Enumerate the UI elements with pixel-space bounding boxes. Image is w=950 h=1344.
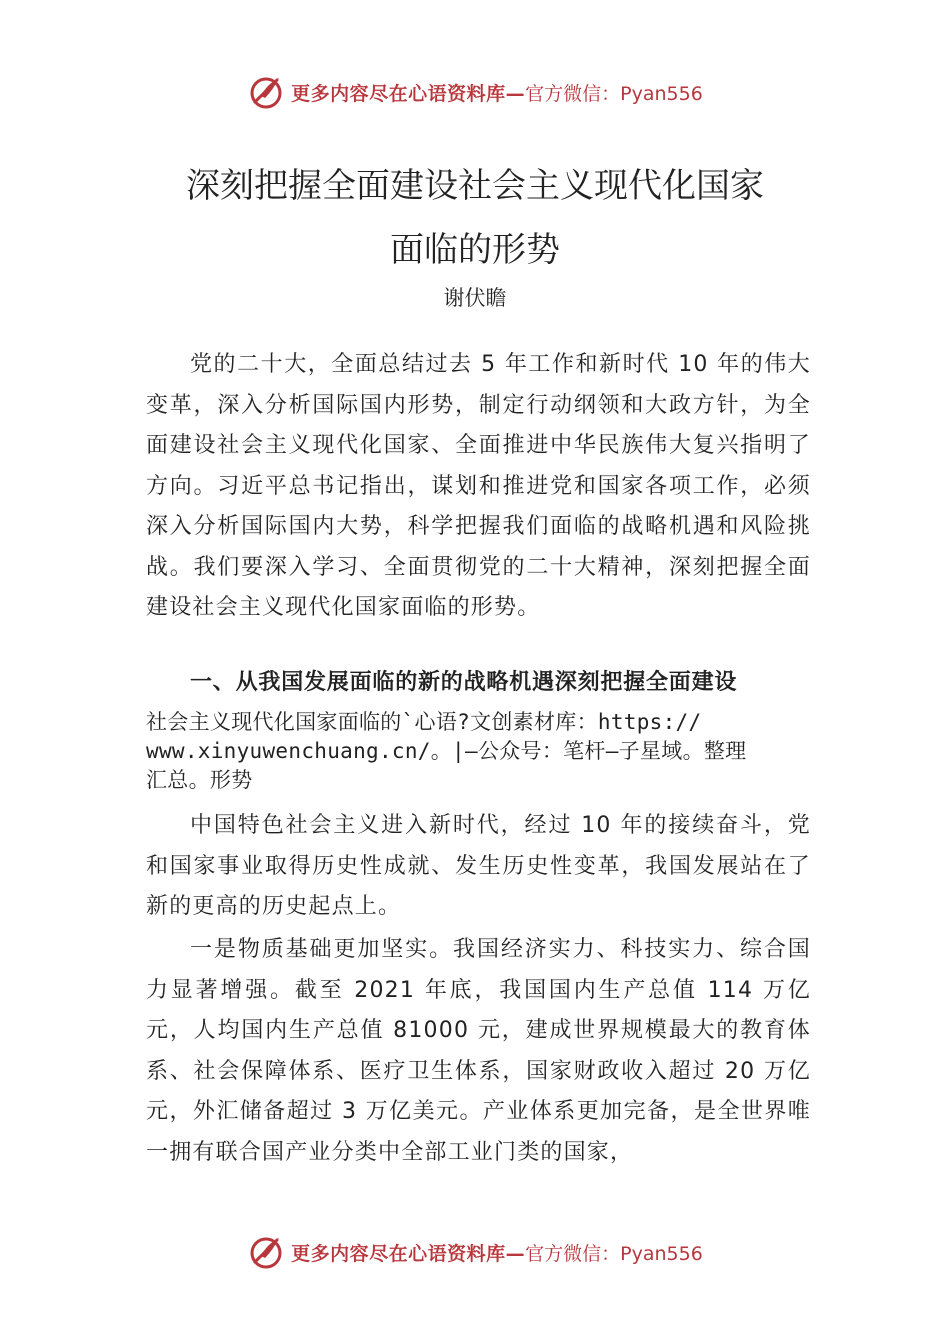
section-heading-1: 一、从我国发展面临的新的战略机遇深刻把握全面建设 bbox=[190, 670, 738, 695]
doc-author: 谢伏瞻 bbox=[443, 286, 507, 310]
logo-icon bbox=[247, 72, 287, 112]
watermark-line-2: www.xinyuwenchuang.cn/。|—公众号：笔杆—子星域。整理 bbox=[146, 739, 747, 763]
watermark-text-block bbox=[146, 708, 826, 795]
logo-icon bbox=[247, 1232, 287, 1272]
watermark-line-3: 汇总。形势 bbox=[146, 768, 253, 792]
watermark-line-1: 社会主义现代化国家面临的`心语?文创素材库：https:// bbox=[146, 710, 702, 734]
doc-title-line2: 面临的形势 bbox=[390, 230, 560, 270]
banner-wechat: 官方微信：Pyan556 bbox=[525, 82, 703, 105]
header-banner bbox=[0, 68, 950, 116]
banner-text: 更多内容尽在心语资料库— bbox=[291, 82, 526, 105]
paragraph-intro: 党的二十大，全面总结过去 5 年工作和新时代 10 年的伟大变革，深入分析国际国内形势，制定行动纲领和大政方针，为全面建设社会主义现代化国家、全面推进中华民族伟大复兴指明了方向。习近平总书记指出，谋划和推进党和国家各项工作，必须深入分析国际国内大势，科学把握我们面临的战略机遇和风险挑战。我们要深入学习、全面贯彻党的二十大精神，深刻把握全面建设社会主义现代化国家面临的形势。 bbox=[146, 352, 811, 620]
footer-banner bbox=[0, 1228, 950, 1276]
paragraph-material-basis: 一是物质基础更加坚实。我国经济实力、科技实力、综合国力显著增强。截至 2021 年底，我国国内生产总值 114 万亿元，人均国内生产总值 81000 元，建成世界规模最大的教育体系、社会保障体系、医疗卫生体系，国家财政收入超过 20 万亿元，外汇储备超过 3 万亿美元。产业体系更加完备，是全世界唯一拥有联合国产业分类中全部工业门类的国家， bbox=[146, 937, 811, 1165]
banner-text: 更多内容尽在心语资料库— bbox=[291, 1242, 526, 1265]
doc-title-line1: 深刻把握全面建设社会主义现代化国家 bbox=[186, 166, 764, 206]
paragraph-new-era: 中国特色社会主义进入新时代，经过 10 年的接续奋斗，党和国家事业取得历史性成就、发生历史性变革，我国发展站在了新的更高的历史起点上。 bbox=[146, 813, 811, 919]
banner-wechat: 官方微信：Pyan556 bbox=[525, 1242, 703, 1265]
